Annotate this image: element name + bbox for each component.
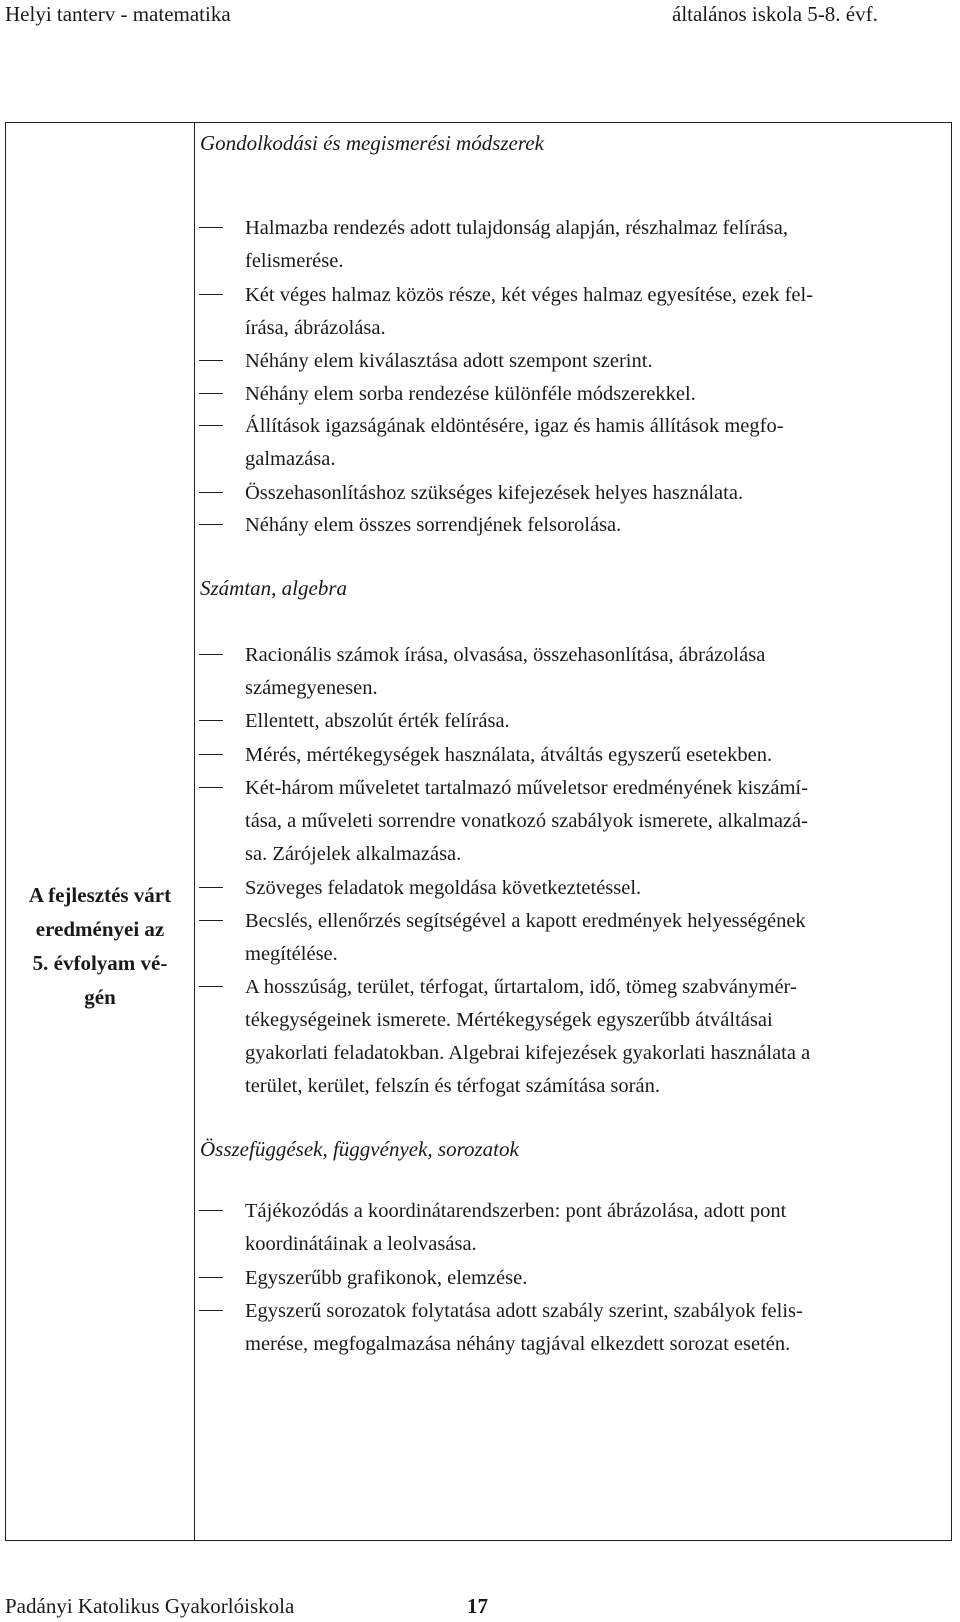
- list-item-line: Tájékozódás a koordinátarendszerben: pont ábrázolása, adott pont: [245, 1200, 787, 1222]
- dash-bullet-icon: [199, 986, 223, 987]
- list-item: [245, 739, 945, 772]
- list-item-line: megítélése.: [245, 943, 338, 965]
- header-right-text: általános iskola 5-8. évf.: [672, 2, 878, 26]
- list-item: [245, 477, 945, 510]
- list-item: [245, 705, 945, 738]
- list-item: [245, 1195, 945, 1261]
- dash-bullet-icon: [199, 492, 223, 493]
- dash-bullet-icon: [199, 920, 223, 921]
- header-left-text: Helyi tanterv - matematika: [5, 2, 231, 26]
- dash-bullet-icon: [199, 227, 223, 228]
- list-item-line: Becslés, ellenőrzés segítségével a kapott eredmények helyességének: [245, 910, 806, 932]
- section-heading: Gondolkodási és megismerési módszerek: [200, 131, 544, 155]
- side-label-line: eredményei az: [35, 917, 165, 941]
- list-item: [245, 1295, 945, 1361]
- list-item-line: Mérés, mértékegységek használata, átváltás egyszerű esetekben.: [245, 744, 773, 766]
- list-item-line: Két-három műveletet tartalmazó műveletsor eredményének kiszámí-: [245, 777, 808, 799]
- list-item-line: terület, kerület, felszín és térfogat számítása során.: [245, 1075, 660, 1097]
- list-item-line: számegyenesen.: [245, 677, 378, 699]
- list-item: [245, 345, 945, 378]
- list-item-line: Egyszerűbb grafikonok, elemzése.: [245, 1267, 528, 1289]
- list-item-line: Halmazba rendezés adott tulajdonság alapján, részhalmaz felírása,: [245, 217, 788, 239]
- list-item: [245, 772, 945, 871]
- dash-bullet-icon: [199, 887, 223, 888]
- list-item-line: koordinátáinak a leolvasása.: [245, 1233, 477, 1255]
- dash-bullet-icon: [199, 654, 223, 655]
- list-item-line: tása, a műveleti sorrendre vonatkozó szabályok ismerete, alkalmazá-: [245, 810, 808, 832]
- dash-bullet-icon: [199, 294, 223, 295]
- section-heading: Összefüggések, függvények, sorozatok: [200, 1137, 519, 1161]
- list-item-line: Racionális számok írása, olvasása, összehasonlítása, ábrázolása: [245, 644, 766, 666]
- column-divider: [194, 123, 195, 1540]
- list-item: [245, 971, 945, 1103]
- section-heading: Számtan, algebra: [200, 576, 347, 600]
- list-item-line: Összehasonlításhoz szükséges kifejezések helyes használata.: [245, 482, 744, 504]
- list-item-line: galmazása.: [245, 448, 336, 470]
- list-item-line: Néhány elem összes sorrendjének felsorolása.: [245, 514, 622, 536]
- dash-bullet-icon: [199, 1277, 223, 1278]
- side-label-line: 5. évfolyam vé-: [32, 951, 168, 975]
- dash-bullet-icon: [199, 425, 223, 426]
- list-item: [245, 212, 945, 278]
- list-item: [245, 509, 945, 542]
- list-item: [245, 279, 945, 345]
- list-item: [245, 639, 945, 705]
- list-item-line: Szöveges feladatok megoldása következtetéssel.: [245, 877, 642, 899]
- list-item-line: Állítások igazságának eldöntésére, igaz és hamis állítások megfo-: [245, 415, 784, 437]
- list-item: [245, 410, 945, 476]
- side-label-line: A fejlesztés várt: [28, 883, 172, 907]
- list-item-line: merése, megfogalmazása néhány tagjával elkezdett sorozat esetén.: [245, 1333, 791, 1355]
- dash-bullet-icon: [199, 1210, 223, 1211]
- list-item: [245, 378, 945, 411]
- dash-bullet-icon: [199, 1310, 223, 1311]
- list-item: [245, 872, 945, 905]
- list-item-line: tékegységeinek ismerete. Mértékegységek egyszerűbb átváltásai: [245, 1009, 773, 1031]
- list-item-line: Két véges halmaz közös része, két véges halmaz egyesítése, ezek fel-: [245, 284, 814, 306]
- side-label-line: gén: [84, 985, 116, 1009]
- footer-school-name: Padányi Katolikus Gyakorlóiskola: [5, 1594, 295, 1618]
- list-item: [245, 905, 945, 971]
- footer-page-number: 17: [467, 1594, 488, 1618]
- list-item-line: írása, ábrázolása.: [245, 317, 386, 339]
- list-item-line: felismerése.: [245, 250, 344, 272]
- list-item-line: Néhány elem sorba rendezése különféle módszerekkel.: [245, 383, 696, 405]
- dash-bullet-icon: [199, 360, 223, 361]
- dash-bullet-icon: [199, 524, 223, 525]
- list-item-line: Néhány elem kiválasztása adott szempont szerint.: [245, 350, 653, 372]
- dash-bullet-icon: [199, 720, 223, 721]
- dash-bullet-icon: [199, 754, 223, 755]
- dash-bullet-icon: [199, 393, 223, 394]
- side-label: [6, 878, 194, 1014]
- list-item-line: Ellentett, abszolút érték felírása.: [245, 710, 510, 732]
- list-item: [245, 1262, 945, 1295]
- dash-bullet-icon: [199, 787, 223, 788]
- list-item-line: Egyszerű sorozatok folytatása adott szabály szerint, szabályok felis-: [245, 1300, 803, 1322]
- list-item-line: gyakorlati feladatokban. Algebrai kifejezések gyakorlati használata a: [245, 1042, 811, 1064]
- list-item-line: sa. Zárójelek alkalmazása.: [245, 843, 462, 865]
- list-item-line: A hosszúság, terület, térfogat, űrtartalom, idő, tömeg szabványmér-: [245, 976, 797, 998]
